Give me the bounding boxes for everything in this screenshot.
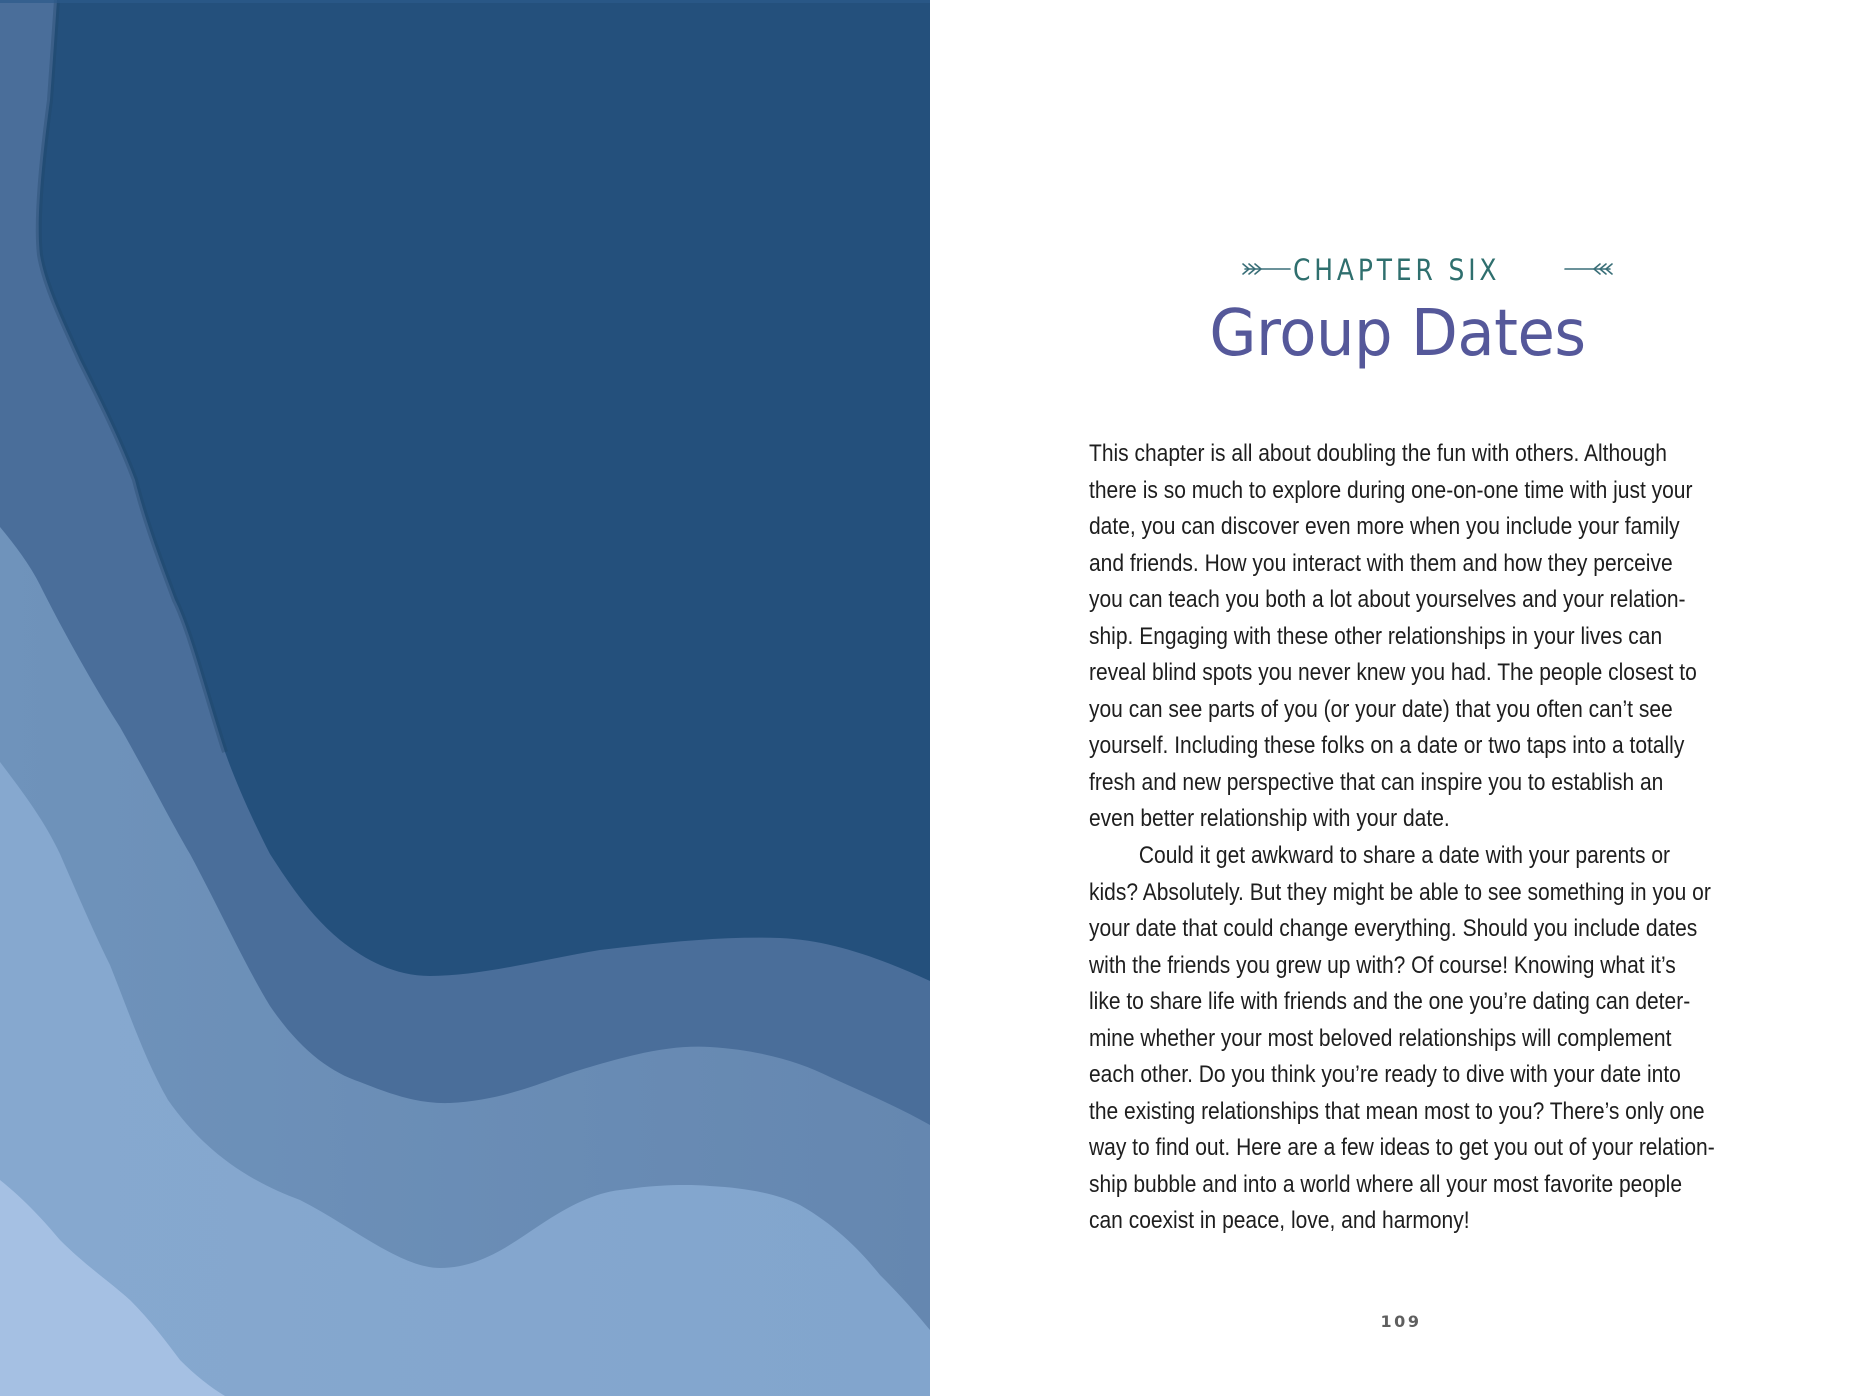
text-line: the existing relationships that mean most to you? There’s only one xyxy=(1089,1097,1705,1125)
page-number: 109 xyxy=(1380,1312,1422,1331)
text-line: even better relationship with your date. xyxy=(1089,805,1450,833)
text-line: reveal blind spots you never knew you had. The people closest to xyxy=(1089,659,1697,687)
text-line: This chapter is all about doubling the fun with others. Although xyxy=(1089,440,1667,467)
text-line: ship bubble and into a world where all your most favorite people xyxy=(1089,1170,1683,1198)
arrow-fletching-right-icon xyxy=(1564,260,1614,278)
layered-waves-illustration xyxy=(0,0,930,1396)
chapter-label-row xyxy=(930,250,1862,290)
chapter-title: Group Dates xyxy=(1209,297,1586,371)
chapter-label: CHAPTER SIX xyxy=(1293,253,1501,287)
text-line: mine whether your most beloved relationships will complement xyxy=(1089,1024,1672,1052)
text-line: ship. Engaging with these other relationships in your lives can xyxy=(1089,622,1663,650)
text-line: yourself. Including these folks on a date or two taps into a totally xyxy=(1089,732,1685,760)
text-line: with the friends you grew up with? Of course! Knowing what it’s xyxy=(1089,951,1676,979)
text-line: can coexist in peace, love, and harmony! xyxy=(1089,1207,1470,1235)
text-line: like to share life with friends and the one you’re dating can deter- xyxy=(1089,988,1691,1016)
text-line: date, you can discover even more when you include your family xyxy=(1089,513,1680,541)
chapter-opening-page xyxy=(930,0,1862,1396)
text-line-indented: Could it get awkward to share a date with your parents or xyxy=(1138,842,1670,870)
text-line: there is so much to explore during one-on-one time with just your xyxy=(1089,476,1693,504)
text-line: way to find out. Here are a few ideas to get you out of your relation- xyxy=(1089,1134,1715,1162)
text-line: each other. Do you think you’re ready to dive with your date into xyxy=(1089,1061,1681,1089)
decorative-wave-artwork xyxy=(0,0,930,1396)
text-line: you can see parts of you (or your date) that you often can’t see xyxy=(1089,695,1673,723)
text-line: and friends. How you interact with them and how they perceive xyxy=(1089,549,1673,577)
text-line: you can teach you both a lot about yourselves and your relation- xyxy=(1089,586,1686,614)
text-line: your date that could change everything. Should you include dates xyxy=(1089,915,1698,943)
text-line: kids? Absolutely. But they might be able to see something in you or xyxy=(1089,878,1711,906)
text-line: fresh and new perspective that can inspire you to establish an xyxy=(1089,768,1664,796)
chapter-intro-text xyxy=(1089,436,1754,1240)
